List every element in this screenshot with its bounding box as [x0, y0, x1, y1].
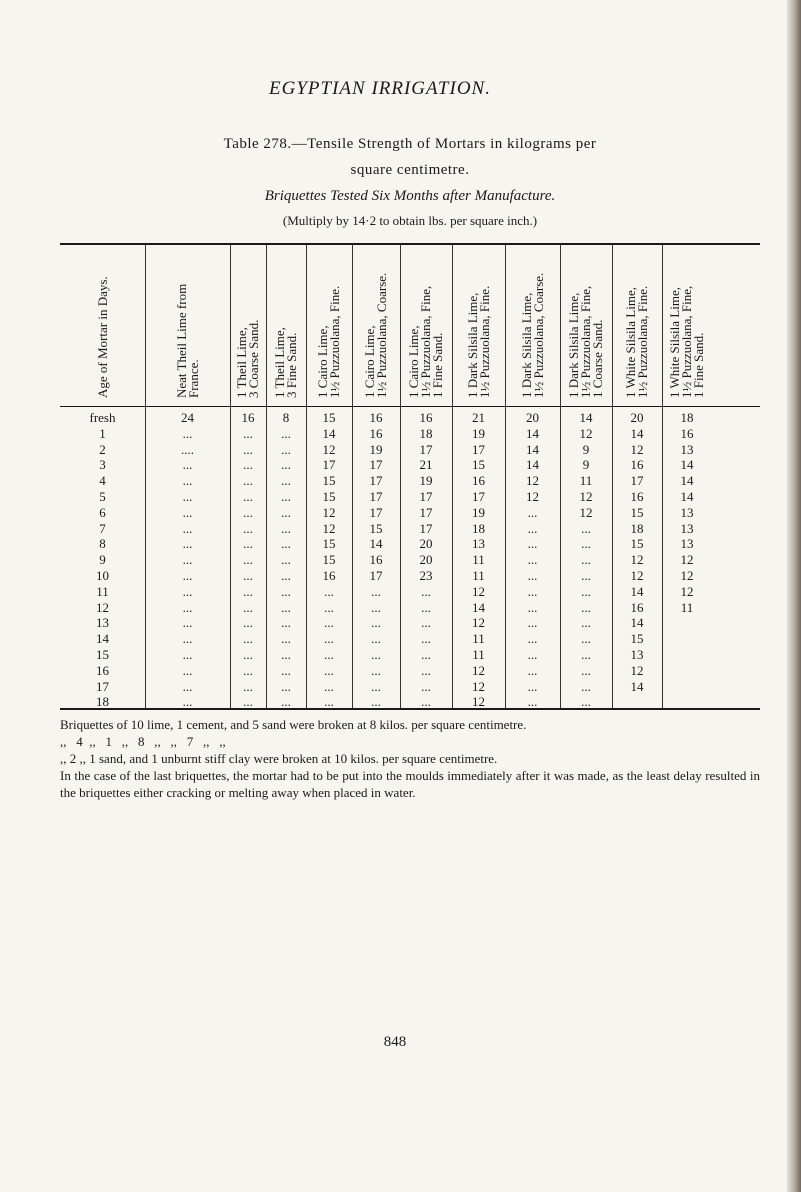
column-header-line: 1 Dark Silsila Lime, [464, 292, 480, 398]
table-cell: ... [182, 520, 193, 536]
table-cell: 12 [630, 441, 644, 457]
table-cell: 12 [630, 568, 644, 583]
table-cell: 14 [526, 425, 539, 441]
row-age-cell: 14 [96, 631, 109, 647]
table-cell: 23 [419, 568, 433, 583]
row-age-cell: 6 [99, 504, 106, 520]
table-cell: ... [281, 678, 291, 694]
table-cell: ... [281, 425, 291, 441]
column-header-line: 1 Cairo Lime, [315, 325, 330, 398]
column-header [625, 258, 649, 398]
table-cell: ... [182, 568, 193, 583]
table-cell: ... [182, 425, 193, 441]
column-header-line: Age of Mortar in Days. [94, 276, 110, 398]
column-header [364, 258, 388, 398]
table-cell: ... [243, 504, 253, 520]
column-header-line: 1½ Puzzuolana, Fine, [578, 285, 593, 398]
table-cell: ... [581, 662, 591, 678]
table-cell: 17 [419, 520, 433, 536]
table-cell: 20 [419, 536, 433, 552]
table-cell: ... [581, 647, 591, 662]
table-cell: ... [281, 568, 291, 583]
column-header-line: 1 Cairo Lime, [362, 325, 377, 398]
row-age-cell: 12 [96, 599, 109, 615]
table-cell: ... [324, 583, 334, 599]
table-cell: ... [371, 678, 381, 694]
table-cell: ... [527, 520, 538, 536]
table-cell: 11 [472, 631, 485, 647]
table-cell: 15 [322, 410, 336, 425]
table-cell: 12 [472, 583, 485, 599]
row-age-cell: 10 [96, 568, 109, 583]
table-notes [60, 716, 760, 801]
table-cell: 17 [322, 457, 336, 473]
row-age-cell: 18 [96, 694, 109, 710]
table-cell: 12 [322, 520, 336, 536]
table-cell: 14 [680, 457, 694, 473]
table-cell: ... [243, 662, 253, 678]
note-line-4: In the case of the last briquettes, the mortar had to be put into the moulds immediately after it was made, as the least delay resulted in the briquettes either cracking or melting away when placed in water. [60, 768, 760, 800]
table-cell: ... [527, 536, 538, 552]
table-cell: ... [281, 552, 291, 568]
table-cell: ... [182, 662, 193, 678]
table-cell: 9 [582, 457, 590, 473]
column-header [94, 258, 110, 398]
table-cell: 13 [680, 520, 694, 536]
table-cell: ... [527, 647, 538, 662]
table-cell: 15 [322, 489, 336, 504]
column-header [236, 258, 260, 398]
table-cell: ... [421, 694, 431, 710]
column-header-line: 1½ Puzzuolana, Coarse. [530, 272, 546, 398]
table-cell: 12 [322, 504, 336, 520]
table-cell: 15 [369, 520, 383, 536]
table-cell: ... [182, 615, 193, 631]
table-cell: 14 [526, 457, 539, 473]
table-cell: ... [281, 631, 291, 647]
table-cell: 12 [472, 662, 485, 678]
table-cell: ... [281, 504, 291, 520]
table-cell: 8 [282, 410, 290, 425]
table-cell: ... [182, 457, 193, 473]
table-cell: 15 [322, 536, 336, 552]
table-cell: 12 [526, 473, 539, 489]
page-edge [787, 0, 801, 1192]
column-header-line: 1 White Silsila Lime, [623, 287, 638, 398]
table-cell: 18 [419, 425, 433, 441]
table-cell: ... [581, 536, 591, 552]
table-cell: ... [371, 583, 381, 599]
column-header-line: 1½ Puzzuolana, Coarse. [374, 272, 389, 398]
row-age-cell: 1 [99, 425, 106, 441]
table-cell: 21 [419, 457, 433, 473]
table-cell: 12 [579, 489, 593, 504]
column-header [408, 258, 444, 398]
table-cell: ... [581, 615, 591, 631]
table-cell: 15 [630, 631, 644, 647]
column-header [464, 258, 492, 398]
table-cell: 17 [369, 504, 383, 520]
table-cell: ... [527, 615, 538, 631]
table-cell: 17 [369, 489, 383, 504]
table-cell: ... [243, 647, 253, 662]
table-cell: ... [581, 631, 591, 647]
table-cell: 12 [472, 615, 485, 631]
table-cell: ... [182, 473, 193, 489]
table-cell: 21 [472, 410, 485, 425]
column-header-line: 1½ Puzzuolana, Fine. [476, 285, 492, 398]
column-header-line: France. [185, 359, 201, 398]
table-cell: 16 [241, 410, 255, 425]
column-header-line: 1 Coarse Sand. [590, 319, 605, 398]
table-cell: 14 [630, 678, 644, 694]
table-cell: 17 [472, 441, 485, 457]
row-age-cell: 11 [96, 583, 109, 599]
table-cell: 11 [680, 599, 694, 615]
table-cell: 18 [630, 520, 644, 536]
table-cell: ... [182, 647, 193, 662]
table-cell: ... [182, 536, 193, 552]
table-cell: 12 [579, 504, 593, 520]
table-cell: ... [182, 504, 193, 520]
table-cell: ... [421, 678, 431, 694]
table-cell: 15 [322, 552, 336, 568]
table-cell: ... [182, 552, 193, 568]
table-cell: ... [371, 599, 381, 615]
table-cell: ... [581, 694, 591, 710]
table-cell: ... [182, 694, 193, 710]
row-age-cell: 2 [99, 441, 106, 457]
table-cell: ... [243, 457, 253, 473]
table-cell: 16 [369, 410, 383, 425]
running-header: EGYPTIAN IRRIGATION. [269, 78, 491, 99]
table-cell: ... [371, 615, 381, 631]
column-header-line: 1 Fine Sand. [691, 332, 706, 398]
row-age-cell: 3 [99, 457, 106, 473]
table-cell: ... [243, 678, 253, 694]
table-cell: 16 [369, 425, 383, 441]
table-cell: ... [243, 552, 253, 568]
table-cell: 14 [579, 410, 593, 425]
column-header-line: 1 Theil Lime, [234, 327, 249, 398]
table-cell: 17 [419, 504, 433, 520]
table-cell: ... [324, 662, 334, 678]
table-cell: 15 [630, 504, 644, 520]
table-cell: 14 [630, 583, 644, 599]
table-cell: ... [243, 615, 253, 631]
table-cell: 17 [419, 441, 433, 457]
table-cell: 13 [630, 647, 644, 662]
table-cell: 17 [369, 457, 383, 473]
row-age-cell: 5 [99, 489, 106, 504]
column-header-line: 1 Dark Silsila Lime, [566, 292, 581, 398]
table-cell: ... [527, 504, 538, 520]
table-cell: ... [581, 599, 591, 615]
table-cell: 11 [472, 647, 485, 662]
table-cell: 12 [472, 678, 485, 694]
table-cell: ... [421, 631, 431, 647]
table-cell: 13 [680, 441, 694, 457]
table-cell: ... [281, 473, 291, 489]
table-cell: ... [421, 615, 431, 631]
table-cell: 16 [472, 473, 485, 489]
table-cell: 17 [630, 473, 644, 489]
table-cell: 12 [630, 552, 644, 568]
table-cell: 18 [472, 520, 485, 536]
column-header-line: 1 Theil Lime, [272, 327, 287, 398]
table-cell: 12 [680, 583, 694, 599]
table-cell: 12 [526, 489, 539, 504]
row-age-cell: 9 [99, 552, 106, 568]
table-cell: ... [281, 536, 291, 552]
row-age-cell: 13 [96, 615, 109, 631]
page-number: 848 [383, 1034, 407, 1050]
note-line-1: Briquettes of 10 lime, 1 cement, and 5 sand were broken at 8 kilos. per square centimetre. [60, 717, 527, 732]
table-cell: ... [182, 599, 193, 615]
table-cell: ... [324, 631, 334, 647]
table-cell: 12 [630, 662, 644, 678]
table-cell: ... [324, 599, 334, 615]
table-cell: ... [371, 662, 381, 678]
table-caption: Briquettes Tested Six Months after Manufacture. [264, 188, 556, 204]
table-cell: 14 [369, 536, 383, 552]
column-header-line: 1½ Puzzuolana, Fine. [635, 285, 650, 398]
table-cell: ... [281, 694, 291, 710]
table-cell: 16 [322, 568, 336, 583]
table-cell: ... [281, 599, 291, 615]
table-cell: 11 [472, 552, 485, 568]
table-cell: ... [581, 552, 591, 568]
row-age-cell: 16 [96, 662, 109, 678]
table-cell: .... [181, 441, 194, 457]
table-cell: 14 [526, 441, 539, 457]
table-cell: 11 [472, 568, 485, 583]
table-cell: ... [527, 599, 538, 615]
table-cell: 16 [369, 552, 383, 568]
table-cell: 12 [680, 568, 694, 583]
table-cell: ... [581, 583, 591, 599]
table-cell: ... [527, 568, 538, 583]
table-top-rule [60, 243, 760, 245]
table-cell: ... [281, 520, 291, 536]
table-cell: 14 [472, 599, 485, 615]
column-header [568, 258, 604, 398]
table-cell: ... [182, 678, 193, 694]
table-cell: ... [243, 599, 253, 615]
column-header [173, 258, 201, 398]
column-header [317, 258, 341, 398]
table-cell: ... [243, 631, 253, 647]
table-cell: ... [281, 583, 291, 599]
column-header-line: 1½ Puzzuolana, Fine, [679, 285, 694, 398]
table-row [0, 694, 770, 712]
table-cell: ... [243, 520, 253, 536]
table-cell: ... [421, 583, 431, 599]
table-cell: 15 [630, 536, 644, 552]
row-age-cell: 15 [96, 647, 109, 662]
table-cell: ... [243, 441, 253, 457]
table-cell: ... [371, 694, 381, 710]
table-cell: 14 [630, 425, 644, 441]
table-cell: ... [421, 599, 431, 615]
table-cell: ... [243, 473, 253, 489]
table-cell: ... [182, 583, 193, 599]
table-cell: ... [581, 568, 591, 583]
table-cell: 18 [680, 410, 694, 425]
table-cell: 24 [181, 410, 194, 425]
table-cell: ... [581, 520, 591, 536]
table-cell: 14 [322, 425, 336, 441]
table-cell: ... [421, 662, 431, 678]
table-cell: 13 [472, 536, 485, 552]
column-header-line: 1 White Silsila Lime, [667, 287, 682, 398]
table-cell: ... [281, 662, 291, 678]
table-cell: 20 [419, 552, 433, 568]
table-cell: 16 [419, 410, 433, 425]
table-cell: 16 [630, 457, 644, 473]
table-cell: ... [281, 489, 291, 504]
table-cell: 13 [680, 504, 694, 520]
column-header [669, 258, 705, 398]
table-cell: 19 [419, 473, 433, 489]
table-cell: 11 [579, 473, 593, 489]
table-cell: 19 [472, 504, 485, 520]
table-cell: 9 [582, 441, 590, 457]
note-line-3: ,, 2 ,, 1 sand, and 1 unburnt stiff clay were broken at 10 kilos. per square centimetre. [60, 751, 498, 766]
table-title: Table 278.—Tensile Strength of Mortars in kilograms per [223, 136, 597, 152]
table-cell: 14 [680, 489, 694, 504]
table-cell: 19 [472, 425, 485, 441]
row-age-cell: 4 [99, 473, 106, 489]
table-cell: 14 [630, 615, 644, 631]
column-header-line: Neat Theil Lime from [173, 283, 189, 398]
table-cell: ... [324, 694, 334, 710]
table-cell: 12 [680, 552, 694, 568]
table-cell: ... [371, 647, 381, 662]
table-cell: 12 [322, 441, 336, 457]
table-cell: 15 [472, 457, 485, 473]
table-cell: ... [324, 647, 334, 662]
row-age-cell: 17 [96, 678, 109, 694]
table-cell: 19 [369, 441, 383, 457]
column-header-line: 1½ Puzzuolana, Fine. [327, 285, 342, 398]
column-header-line: 1½ Puzzuolana, Fine, [418, 285, 433, 398]
table-cell: 16 [630, 489, 644, 504]
table-cell: ... [527, 631, 538, 647]
table-header-rule [60, 406, 760, 407]
table-cell: ... [243, 489, 253, 504]
conversion-note: (Multiply by 14·2 to obtain lbs. per square inch.) [282, 213, 538, 228]
note-line-2: ,, 4 ,, 1 ,, 8 ,, ,, 7 ,, ,, [60, 734, 226, 749]
table-cell: ... [527, 662, 538, 678]
row-age-cell: 8 [99, 536, 106, 552]
column-header [274, 258, 298, 398]
table-cell: 17 [419, 489, 433, 504]
table-cell: 17 [369, 473, 383, 489]
table-cell: ... [281, 647, 291, 662]
table-cell: 13 [680, 536, 694, 552]
table-cell: 17 [472, 489, 485, 504]
table-cell: ... [182, 489, 193, 504]
table-cell: 15 [322, 473, 336, 489]
table-cell: ... [281, 441, 291, 457]
table-cell: 17 [369, 568, 383, 583]
table-cell: ... [243, 583, 253, 599]
column-header-line: 1 Fine Sand. [430, 332, 445, 398]
column-header-line: 1 Dark Silsila Lime, [518, 292, 534, 398]
table-cell: 16 [630, 599, 644, 615]
table-title-continued: square centimetre. [350, 162, 470, 178]
table-cell: ... [527, 694, 538, 710]
table-cell: ... [527, 678, 538, 694]
table-cell: 20 [526, 410, 539, 425]
table-cell: ... [581, 678, 591, 694]
table-cell: 12 [579, 425, 593, 441]
table-cell: ... [243, 568, 253, 583]
column-header [518, 258, 546, 398]
table-cell: 16 [680, 425, 694, 441]
table-cell: ... [324, 615, 334, 631]
table-cell: ... [421, 647, 431, 662]
table-cell: ... [324, 678, 334, 694]
table-cell: ... [527, 552, 538, 568]
table-cell: ... [371, 631, 381, 647]
table-cell: ... [243, 536, 253, 552]
table-cell: ... [281, 615, 291, 631]
column-header-line: 1 Cairo Lime, [406, 325, 421, 398]
row-age-cell: fresh [89, 410, 116, 425]
table-cell: 12 [472, 694, 485, 710]
table-cell: ... [281, 457, 291, 473]
column-header-line: 3 Coarse Sand. [246, 319, 261, 398]
table-cell: ... [243, 694, 253, 710]
table-cell: ... [243, 425, 253, 441]
table-cell: 14 [680, 473, 694, 489]
table-cell: 20 [630, 410, 644, 425]
table-cell: ... [527, 583, 538, 599]
table-cell: ... [182, 631, 193, 647]
column-header-line: 3 Fine Sand. [284, 332, 299, 398]
row-age-cell: 7 [99, 520, 106, 536]
